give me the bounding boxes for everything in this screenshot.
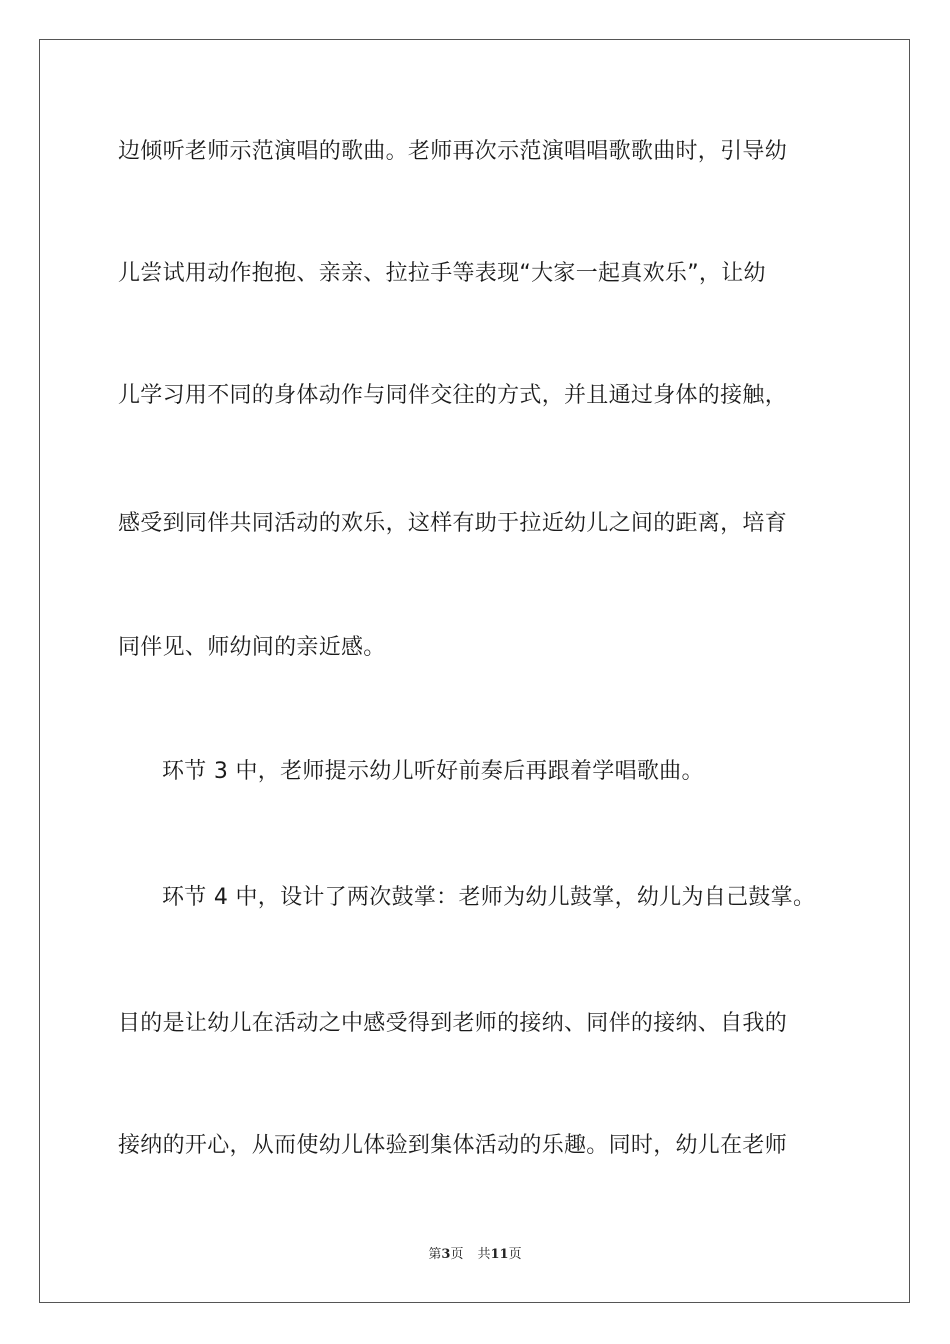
text-line: 目的是让幼儿在活动之中感受得到老师的接纳、同伴的接纳、自我的 xyxy=(118,1011,788,1036)
page-border xyxy=(39,39,910,1303)
text-line-indented: 环节 3 中，老师提示幼儿听好前奏后再跟着学唱歌曲。 xyxy=(162,759,704,784)
text-line: 边倾听老师示范演唱的歌曲。老师再次示范演唱唱歌歌曲时，引导幼 xyxy=(118,139,788,164)
current-page-number: 3 xyxy=(441,1247,451,1262)
footer-prefix: 第 xyxy=(428,1247,442,1262)
total-pages-number: 11 xyxy=(490,1247,509,1262)
text-line: 儿学习用不同的身体动作与同伴交往的方式，并且通过身体的接触， xyxy=(118,383,788,408)
text-line: 儿尝试用动作抱抱、亲亲、拉拉手等表现“大家一起真欢乐”，让幼 xyxy=(118,261,766,286)
text-line-indented: 环节 4 中，设计了两次鼓掌：老师为幼儿鼓掌，幼儿为自己鼓掌。 xyxy=(162,885,816,910)
text-line: 感受到同伴共同活动的欢乐，这样有助于拉近幼儿之间的距离，培育 xyxy=(118,511,788,536)
footer-total-prefix: 共 xyxy=(477,1247,491,1262)
page-footer xyxy=(0,1246,950,1264)
text-line: 同伴见、师幼间的亲近感。 xyxy=(118,635,386,660)
footer-total-suffix: 页 xyxy=(508,1247,522,1262)
text-line: 接纳的开心，从而使幼儿体验到集体活动的乐趣。同时，幼儿在老师 xyxy=(118,1133,788,1158)
footer-page-suffix: 页 xyxy=(450,1247,464,1262)
